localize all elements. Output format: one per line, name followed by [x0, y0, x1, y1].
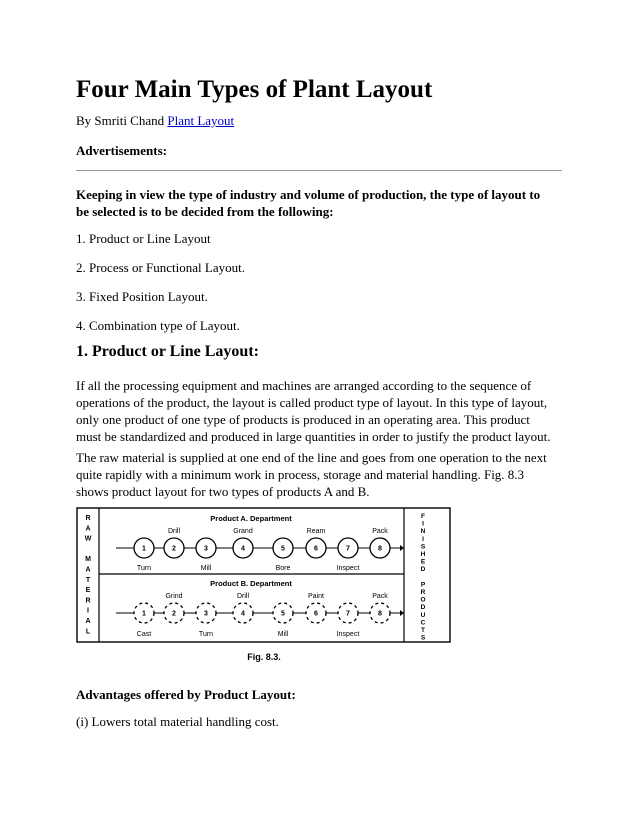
operation-label: Paint	[308, 593, 324, 600]
advantages-heading: Advantages offered by Product Layout:	[76, 687, 296, 702]
finished-products-letter: P	[420, 581, 426, 589]
operation-number: 6	[314, 545, 318, 553]
body-paragraph: If all the processing equipment and machines are arranged according to the sequence of operations of the product, the layout is called product type of layout. In this type of layout, only one product of one type of products is produced in an operating area. This product must be standardized and produced in large quantities in order to justify the product layout.	[76, 378, 551, 444]
raw-material-letter: M	[85, 556, 91, 564]
operation-number: 6	[314, 610, 318, 618]
finished-products-letter: I	[422, 535, 424, 543]
operation-number: 2	[172, 610, 176, 618]
product-layout-figure	[76, 506, 452, 666]
finished-products-letter: C	[420, 619, 426, 627]
list-item: 1. Product or Line Layout	[76, 231, 211, 246]
raw-material-letter: A	[85, 566, 91, 574]
operation-label: Drill	[167, 528, 181, 535]
finished-products-letter: I	[422, 520, 424, 528]
raw-material-letter: T	[85, 576, 91, 584]
raw-material-letter: R	[85, 515, 91, 522]
operation-number: 5	[281, 610, 285, 618]
operation-number: 7	[346, 545, 350, 553]
byline	[76, 113, 234, 129]
operation-label: Grind	[165, 593, 183, 600]
operation-number: 7	[346, 610, 350, 618]
author-name: By Smriti Chand	[76, 113, 168, 128]
operation-label: Inspect	[336, 565, 360, 572]
dept-b-label: Product B. Department	[210, 579, 292, 588]
operation-number: 1	[142, 545, 146, 553]
operation-label: Pack	[372, 593, 388, 600]
operation-label: Mill	[200, 565, 212, 572]
operation-label: Bore	[275, 565, 291, 572]
page-title: Four Main Types of Plant Layout	[76, 76, 433, 103]
figure-frame	[77, 508, 450, 642]
dept-a-label: Product A. Department	[210, 514, 292, 523]
section-heading: 1. Product or Line Layout:	[76, 343, 259, 360]
finished-products-letter: R	[420, 589, 426, 596]
list-item: 3. Fixed Position Layout.	[76, 289, 208, 304]
operation-number: 8	[378, 610, 382, 618]
finished-products-letter: N	[420, 528, 426, 536]
operation-number: 4	[241, 610, 245, 618]
finished-products-letter: D	[420, 604, 426, 612]
operation-number: 1	[142, 610, 146, 618]
category-link[interactable]: Plant Layout	[167, 113, 235, 128]
finished-products-letter: H	[420, 551, 426, 558]
operation-label: Turn	[136, 565, 152, 572]
raw-material-letter: L	[85, 628, 91, 636]
raw-material-letter: A	[85, 525, 91, 533]
finished-products-letter: O	[420, 596, 426, 604]
operation-label: Inspect	[336, 631, 360, 638]
finished-products-letter: T	[421, 627, 425, 634]
advantage-item: (i) Lowers total material handling cost.	[76, 714, 279, 729]
operation-number: 8	[378, 545, 382, 553]
finished-products-letter: S	[420, 634, 426, 642]
finished-products-letter: U	[420, 611, 426, 619]
raw-material-letter: I	[87, 607, 89, 615]
body-paragraph: The raw material is supplied at one end of the line and goes from one operation to the next quite rapidly with a minimum work in process, storage and material handling. Fig. 8.3 shows product layout for two types of products A and B.	[76, 450, 547, 499]
divider	[76, 170, 562, 171]
operation-number: 5	[281, 545, 285, 553]
raw-material-letter: W	[84, 535, 92, 543]
list-item: 4. Combination type of Layout.	[76, 318, 240, 333]
operation-label: Pack	[372, 528, 388, 535]
list-item: 2. Process or Functional Layout.	[76, 260, 245, 275]
intro-paragraph: Keeping in view the type of industry and volume of production, the type of layout to be selected is to be decided from the following:	[76, 187, 541, 219]
figure-caption: Fig. 8.3.	[247, 652, 281, 662]
operation-label: Ream	[306, 528, 326, 535]
operation-number: 3	[204, 610, 208, 618]
operation-label: Cast	[136, 631, 152, 638]
finished-products-letter: S	[420, 543, 426, 551]
operation-number: 4	[241, 545, 245, 553]
operation-label: Turn	[198, 631, 214, 638]
raw-material-letter: A	[85, 618, 91, 625]
finished-products-letter: F	[421, 513, 425, 520]
operation-number: 2	[172, 545, 176, 553]
raw-material-letter: R	[85, 597, 91, 605]
operation-label: Mill	[277, 631, 289, 638]
operation-label: Grand	[233, 528, 253, 535]
finished-products-letter: E	[420, 558, 426, 566]
operation-number: 3	[204, 545, 208, 553]
advertisements-label: Advertisements:	[76, 143, 167, 158]
finished-products-letter: D	[420, 566, 426, 574]
raw-material-letter: E	[85, 587, 91, 595]
operation-label: Drill	[236, 593, 250, 600]
